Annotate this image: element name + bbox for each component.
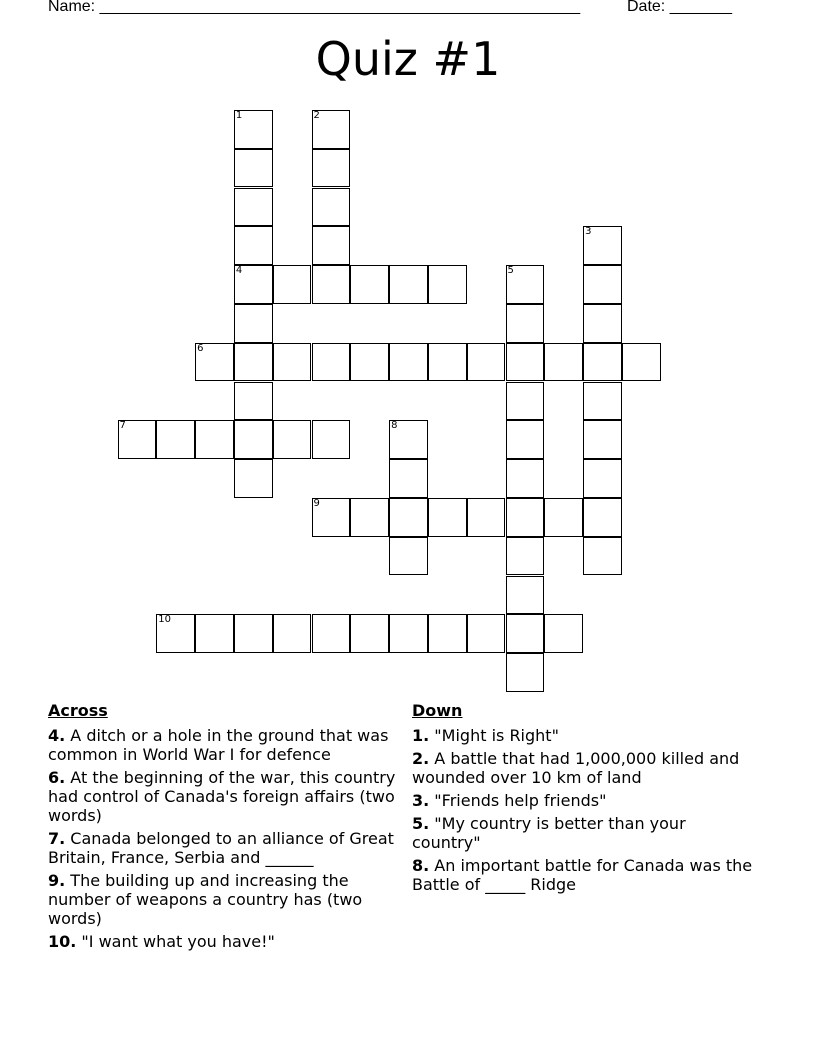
grid-cell[interactable]	[389, 265, 428, 304]
down-heading: Down	[412, 701, 463, 720]
clue-across-7	[48, 829, 408, 867]
grid-cell[interactable]	[234, 420, 273, 459]
grid-cell[interactable]	[506, 265, 545, 304]
cell-number: 7	[119, 420, 126, 432]
grid-cell[interactable]	[506, 343, 545, 382]
grid-cell[interactable]	[506, 420, 545, 459]
clue-number: 6.	[48, 768, 66, 787]
cell-number: 4	[235, 265, 243, 277]
clue-number: 4.	[48, 726, 66, 745]
cell-number: 3	[585, 226, 592, 238]
clue-number: 7.	[48, 829, 66, 848]
grid-cell[interactable]	[234, 226, 273, 265]
clue-text: "Friends help friends"	[429, 791, 607, 810]
grid-cell[interactable]	[583, 265, 622, 304]
clue-down-8	[412, 856, 757, 894]
grid-cell[interactable]	[350, 498, 389, 537]
grid-cell[interactable]	[350, 614, 389, 653]
clue-text: The building up and increasing the number of weapons a country has (two words)	[48, 871, 363, 928]
clue-text: An important battle for Canada was the Battle of _____ Ridge	[412, 856, 753, 894]
grid-cell[interactable]	[583, 498, 622, 537]
grid-cell[interactable]	[195, 343, 234, 382]
cell-number: 8	[391, 420, 398, 432]
clue-down-3	[412, 791, 757, 810]
grid-cell[interactable]	[583, 537, 622, 576]
grid-cell[interactable]	[583, 420, 622, 459]
grid-cell[interactable]	[622, 343, 661, 382]
grid-cell[interactable]	[467, 343, 506, 382]
clue-down-5	[412, 814, 757, 852]
grid-cell[interactable]	[428, 498, 467, 537]
grid-cell[interactable]	[234, 110, 273, 149]
cell-number: 5	[507, 265, 514, 277]
grid-cell[interactable]	[195, 614, 234, 653]
clue-text: A ditch or a hole in the ground that was common in World War I for defence	[48, 726, 389, 764]
clue-text: Canada belonged to an alliance of Great Britain, France, Serbia and ______	[48, 829, 394, 867]
grid-cell[interactable]	[312, 420, 351, 459]
grid-cell[interactable]	[389, 459, 428, 498]
clue-across-9	[48, 871, 408, 928]
grid-cell[interactable]	[506, 653, 545, 692]
across-clues	[48, 700, 408, 955]
grid-cell[interactable]	[467, 498, 506, 537]
grid-cell[interactable]	[583, 382, 622, 421]
clue-number: 1.	[412, 726, 430, 745]
grid-cell[interactable]	[156, 614, 195, 653]
grid-cell[interactable]	[583, 459, 622, 498]
grid-cell[interactable]	[273, 343, 312, 382]
grid-cell[interactable]	[506, 382, 545, 421]
cell-number: 6	[197, 342, 204, 354]
grid-cell[interactable]	[312, 498, 351, 537]
grid-cell[interactable]	[506, 459, 545, 498]
grid-cell[interactable]	[312, 188, 351, 227]
grid-cell[interactable]	[544, 614, 583, 653]
cell-number: 9	[313, 498, 320, 509]
grid-cell[interactable]	[544, 498, 583, 537]
clue-number: 9.	[48, 871, 66, 890]
grid-cell[interactable]	[195, 420, 234, 459]
grid-cell[interactable]	[312, 265, 351, 304]
clue-number: 10.	[48, 932, 77, 951]
grid-cell[interactable]	[583, 226, 622, 265]
clue-across-10	[48, 932, 408, 951]
grid-cell[interactable]	[544, 343, 583, 382]
name-field-label: Name: ______________________________________________________	[48, 0, 581, 15]
cell-number: 2	[313, 110, 320, 121]
grid-cell[interactable]	[506, 576, 545, 615]
clue-text: "Might is Right"	[429, 726, 559, 745]
grid-cell[interactable]	[506, 498, 545, 537]
grid-cell[interactable]	[234, 149, 273, 188]
grid-cell[interactable]	[312, 226, 351, 265]
down-clues	[412, 700, 757, 898]
clue-text: At the beginning of the war, this country had control of Canada's foreign affairs (two words)	[48, 768, 396, 825]
clue-number: 2.	[412, 749, 430, 768]
grid-cell[interactable]	[389, 498, 428, 537]
grid-cell[interactable]	[350, 265, 389, 304]
clue-text: A battle that had 1,000,000 killed and wounded over 10 km of land	[412, 749, 740, 787]
grid-cell[interactable]	[428, 343, 467, 382]
grid-cell[interactable]	[312, 149, 351, 188]
grid-cell[interactable]	[312, 343, 351, 382]
clue-across-6	[48, 768, 408, 825]
grid-cell[interactable]	[583, 304, 622, 343]
grid-cell[interactable]	[389, 343, 428, 382]
cell-number: 10	[158, 614, 172, 626]
grid-cell[interactable]	[118, 420, 157, 459]
grid-cell[interactable]	[350, 343, 389, 382]
grid-cell[interactable]	[234, 304, 273, 343]
grid-cell[interactable]	[428, 265, 467, 304]
grid-cell[interactable]	[428, 614, 467, 653]
grid-cell[interactable]	[156, 420, 195, 459]
date-field-label: Date: _______	[627, 0, 732, 15]
grid-cell[interactable]	[312, 614, 351, 653]
grid-cell[interactable]	[467, 614, 506, 653]
grid-cell[interactable]	[234, 614, 273, 653]
grid-cell[interactable]	[312, 110, 351, 149]
grid-cell[interactable]	[234, 382, 273, 421]
grid-cell[interactable]	[506, 537, 545, 576]
grid-cell[interactable]	[234, 459, 273, 498]
grid-cell[interactable]	[234, 343, 273, 382]
clue-down-2	[412, 749, 757, 787]
grid-cell[interactable]	[273, 265, 312, 304]
clue-number: 3.	[412, 791, 430, 810]
grid-cell[interactable]	[273, 614, 312, 653]
grid-cell[interactable]	[506, 614, 545, 653]
grid-cell[interactable]	[506, 304, 545, 343]
clue-down-1	[412, 726, 757, 745]
grid-cell[interactable]	[389, 420, 428, 459]
grid-cell[interactable]	[234, 188, 273, 227]
across-heading: Across	[48, 701, 108, 720]
clue-text: "I want what you have!"	[76, 932, 275, 951]
clue-text: "My country is better than your country"	[412, 814, 686, 852]
clue-number: 5.	[412, 814, 430, 833]
grid-cell[interactable]	[234, 265, 273, 304]
grid-cell[interactable]	[273, 420, 312, 459]
cell-number: 1	[235, 110, 243, 121]
grid-cell[interactable]	[389, 614, 428, 653]
clue-across-4	[48, 726, 408, 764]
page-title: Quiz #1	[315, 32, 501, 86]
grid-cell[interactable]	[583, 343, 622, 382]
clue-number: 8.	[412, 856, 430, 875]
grid-cell[interactable]	[389, 537, 428, 576]
